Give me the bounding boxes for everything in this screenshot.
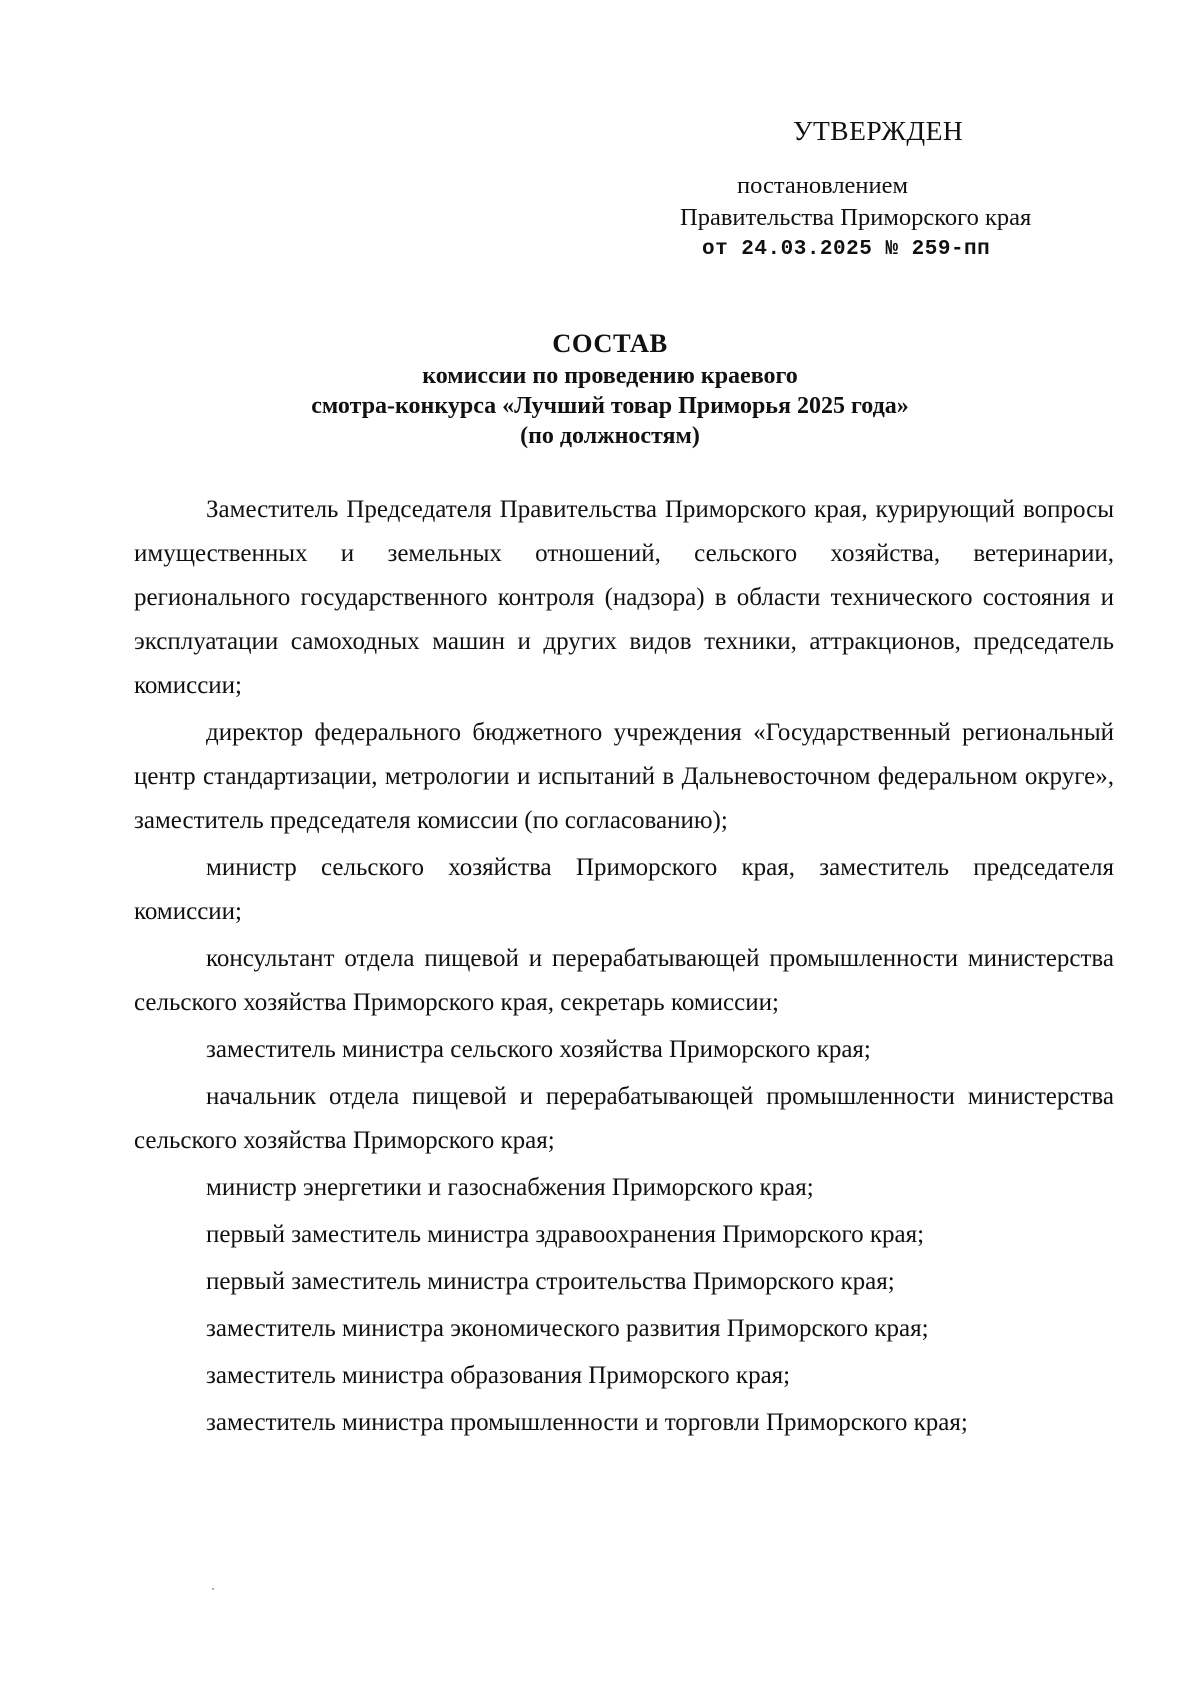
scan-artifact <box>212 1588 214 1590</box>
document-subtitle-line-3: (по должностям) <box>520 423 700 449</box>
commission-members-list <box>134 488 1114 1448</box>
document-heading <box>120 325 1100 451</box>
list-item: начальник отдела пищевой и перерабатывающей промышленности министерства сельского хозяйства Приморского края; <box>134 1083 1114 1154</box>
member-chairman: Заместитель Председателя Правительства Приморского края, курирующий вопросы имущественных и земельных отношений, сельского хозяйства, ветеринарии, регионального государственного контроля (надзора) в области технического состояния и эксплуатации самоходных машин и других видов техники, аттракционов, председатель комиссии; <box>134 496 1114 699</box>
list-item: заместитель министра экономического развития Приморского края; <box>206 1315 929 1342</box>
approval-stamp <box>620 114 1100 265</box>
approving-organization: Правительства Приморского края <box>680 204 1032 231</box>
document-subtitle-line-1: комиссии по проведению краевого <box>422 363 798 389</box>
list-item: заместитель министра промышленности и торговли Приморского края; <box>206 1409 968 1436</box>
approved-title: УТВЕРЖДЕН <box>793 115 964 146</box>
member-deputy-chairman-minister: министр сельского хозяйства Приморского края, заместитель председателя комиссии; <box>134 854 1114 925</box>
list-item: заместитель министра образования Приморского края; <box>206 1362 791 1389</box>
list-item: министр энергетики и газоснабжения Приморского края; <box>206 1174 814 1201</box>
document-subtitle-line-2: смотра-конкурса «Лучший товар Приморья 2025 года» <box>311 393 909 419</box>
member-deputy-chairman-fbu: директор федерального бюджетного учреждения «Государственный региональный центр стандартизации, метрологии и испытаний в Дальневосточном федеральном округе», заместитель председателя комиссии (по согласованию); <box>134 719 1114 834</box>
list-item: первый заместитель министра строительства Приморского края; <box>206 1268 895 1295</box>
approved-by-label: постановлением <box>737 172 909 199</box>
document-title: СОСТАВ <box>552 328 668 358</box>
list-item: заместитель министра сельского хозяйства Приморского края; <box>206 1036 871 1063</box>
resolution-number: от 24.03.2025 № 259-пп <box>702 238 991 261</box>
list-item: первый заместитель министра здравоохранения Приморского края; <box>206 1221 925 1248</box>
member-secretary: консультант отдела пищевой и перерабатывающей промышленности министерства сельского хозяйства Приморского края, секретарь комиссии; <box>134 945 1114 1016</box>
